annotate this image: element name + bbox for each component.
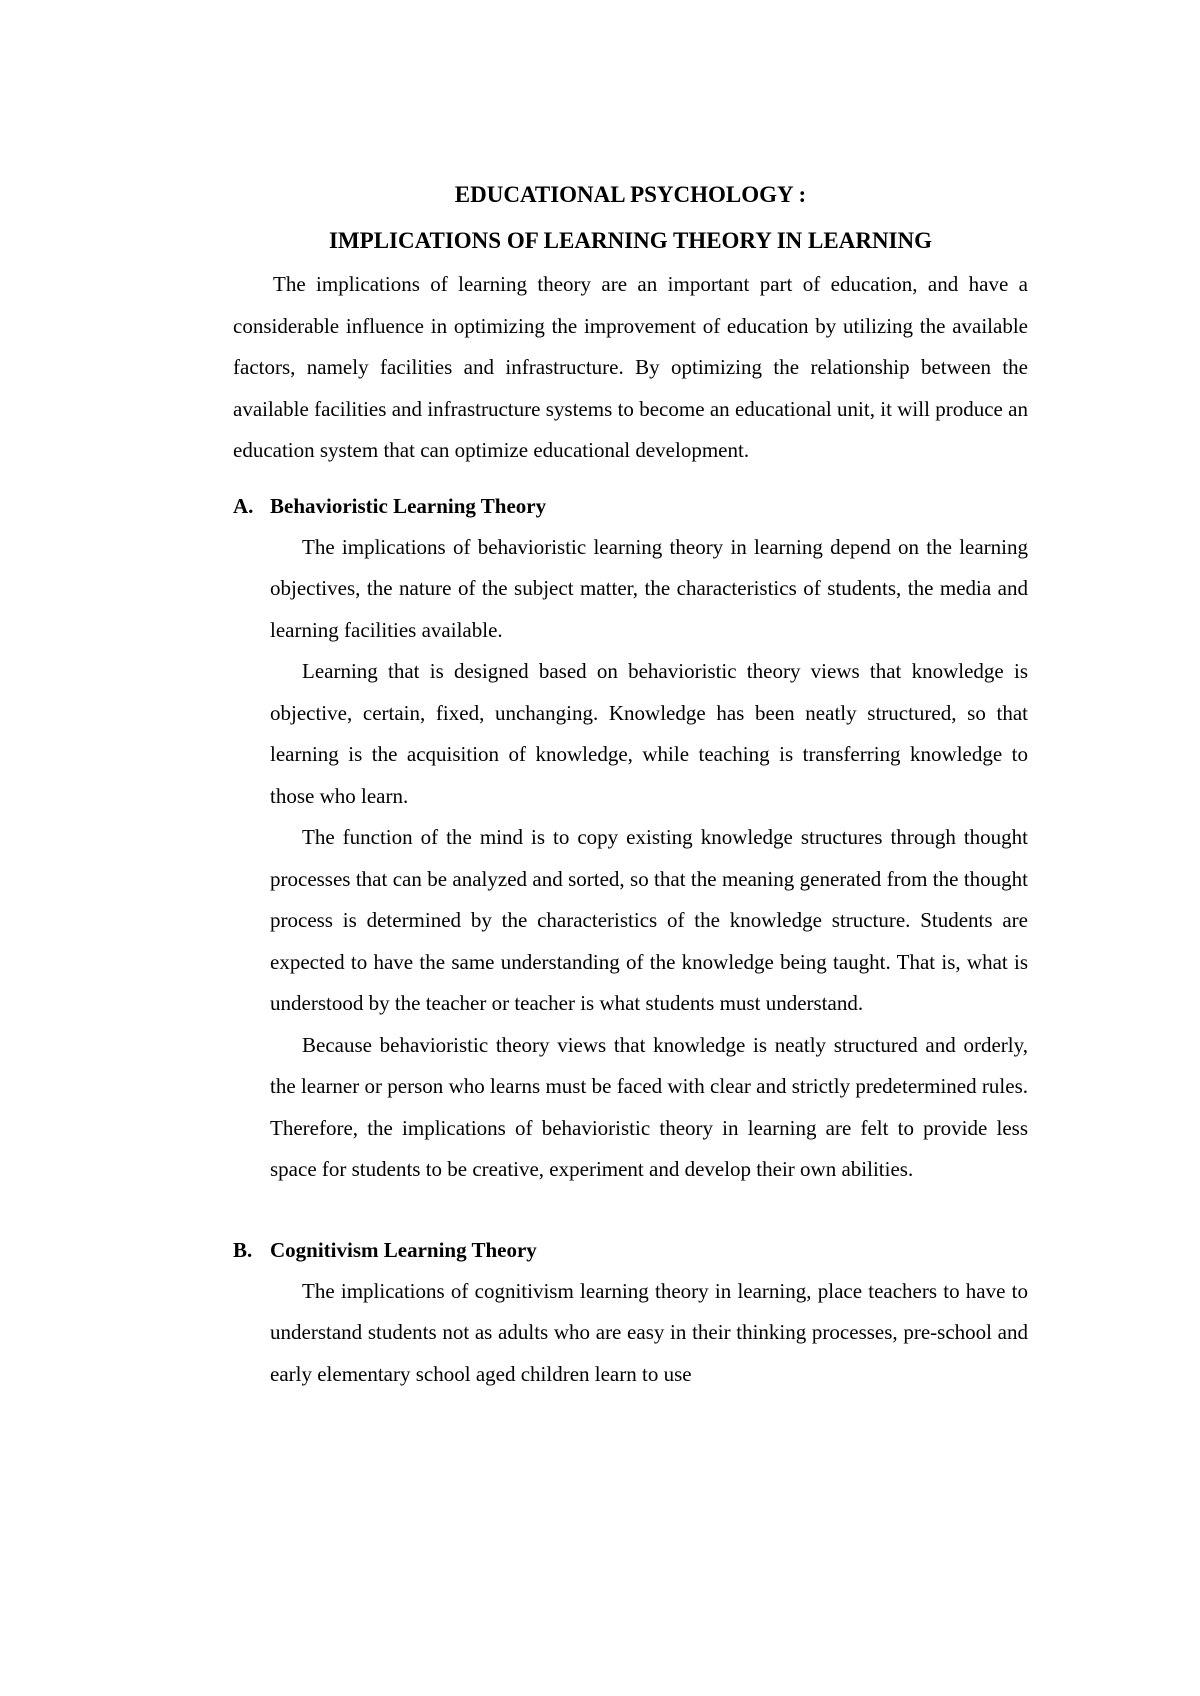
section-heading bbox=[233, 1230, 1028, 1271]
paragraph: Because behavioristic theory views that knowledge is neatly structured and orderly, the learner or person who learns must be faced with clear and strictly predetermined rules. Therefore, the implications of behavioristic theory in learning are felt to provide less space for students to be creative, experiment and develop their own abilities. bbox=[270, 1032, 1028, 1181]
document-title-line-2: IMPLICATIONS OF LEARNING THEORY IN LEARNING bbox=[328, 228, 933, 253]
paragraph: The function of the mind is to copy existing knowledge structures through thought processes that can be analyzed and sorted, so that the meaning generated from the thought process is determined by the characteristics of the knowledge structure. Students are expected to have the same understanding of the knowledge being taught. That is, what is understood by the teacher or teacher is what students must understand. bbox=[270, 825, 1028, 1015]
section-b bbox=[233, 1230, 1028, 1396]
paragraph: The implications of behavioristic learning theory in learning depend on the learning objectives, the nature of the subject matter, the characteristics of students, the media and learning facilities available. bbox=[270, 534, 1028, 642]
section-a bbox=[233, 486, 1028, 1191]
section-title: Behavioristic Learning Theory bbox=[270, 493, 547, 518]
intro-paragraph: The implications of learning theory are an important part of education, and have a considerable influence in optimizing the improvement of education by utilizing the available factors, namely facilities and infrastructure. By optimizing the relationship between the available facilities and infrastructure systems to become an educational unit, it will produce an education system that can optimize educational development. bbox=[233, 272, 1028, 462]
section-letter: A. bbox=[233, 493, 254, 518]
paragraph: Learning that is designed based on behavioristic theory views that knowledge is objective, certain, fixed, unchanging. Knowledge has been neatly structured, so that learning is the acquisition of knowledge, while teaching is transferring knowledge to those who learn. bbox=[270, 659, 1028, 808]
section-body bbox=[233, 527, 1028, 1191]
section-body bbox=[233, 1271, 1028, 1396]
paragraph: The implications of cognitivism learning theory in learning, place teachers to have to understand students not as adults who are easy in their thinking processes, pre-school and early elementary school aged children learn to use bbox=[270, 1278, 1028, 1386]
section-letter: B. bbox=[233, 1237, 253, 1262]
section-heading bbox=[233, 486, 1028, 527]
page-content bbox=[233, 172, 1028, 1395]
document-title-line-1: EDUCATIONAL PSYCHOLOGY : bbox=[454, 182, 807, 207]
section-title: Cognitivism Learning Theory bbox=[270, 1237, 537, 1262]
